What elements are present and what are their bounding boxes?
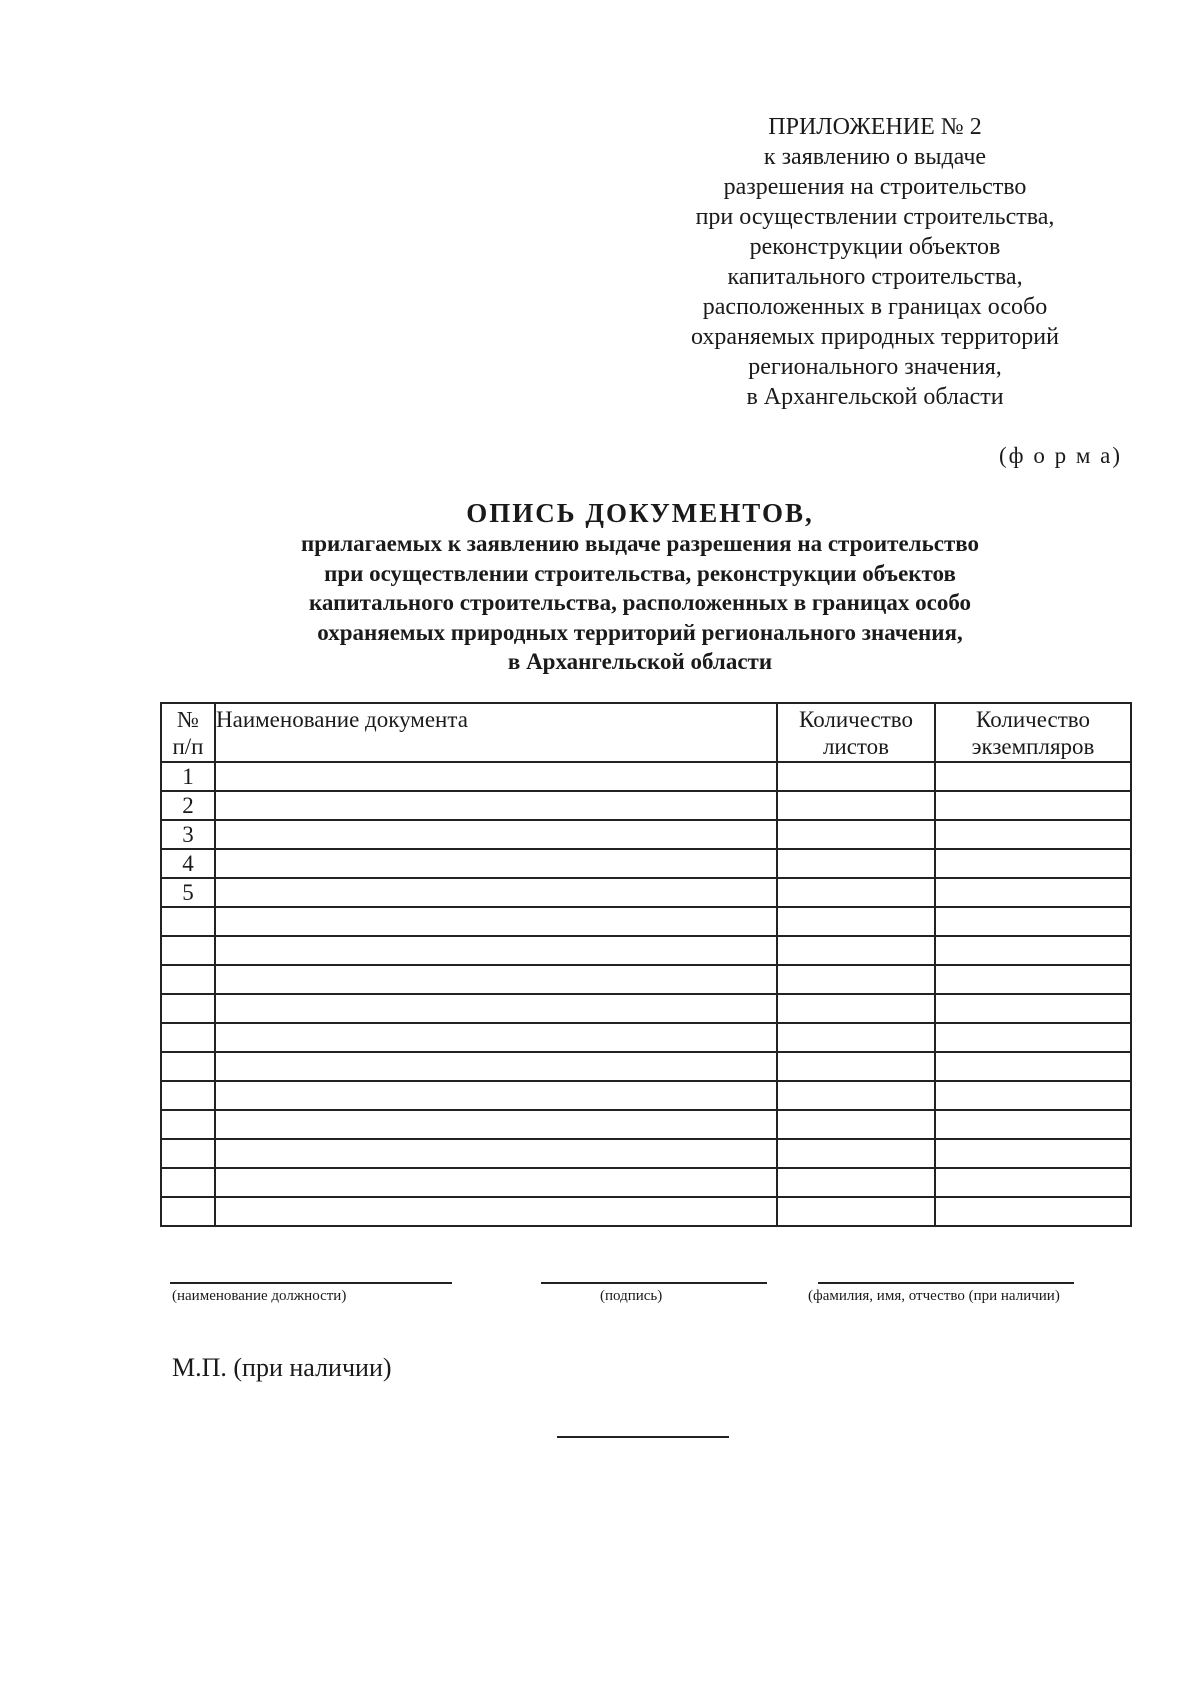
subtitle-line: в Архангельской области [507,649,773,674]
row-number [161,1139,215,1168]
row-copies [935,791,1131,820]
row-number [161,1081,215,1110]
title-main: ОПИСЬ ДОКУМЕНТОВ, [466,498,814,528]
appendix-header [625,112,1125,412]
row-number: 1 [161,762,215,791]
header-number [161,703,215,762]
documents-table [160,702,1132,1227]
row-copies [935,936,1131,965]
header-copies-line2: экземпляров [971,734,1095,759]
row-document-name [215,965,777,994]
subtitle-line: при осуществлении строительства, реконструкции объектов [324,560,956,586]
appendix-line: к заявлению о выдаче [763,144,987,170]
table-row [161,1081,1131,1110]
table-row [161,1168,1131,1197]
row-sheets [777,791,935,820]
row-number [161,965,215,994]
table-body [161,762,1131,1226]
bottom-separator-line [557,1436,729,1438]
header-number-line1: № [177,707,199,732]
row-copies [935,849,1131,878]
appendix-line: расположенных в границах особо [702,294,1048,320]
row-sheets [777,907,935,936]
row-sheets [777,965,935,994]
form-label: (ф о р м а) [999,443,1122,468]
row-document-name [215,994,777,1023]
row-number [161,1052,215,1081]
document-title [160,497,1120,677]
row-document-name [215,1081,777,1110]
row-sheets [777,849,935,878]
table-row [161,936,1131,965]
row-document-name [215,936,777,965]
row-number: 2 [161,791,215,820]
full-name-signature-line [818,1282,1074,1284]
row-copies [935,762,1131,791]
row-copies [935,1197,1131,1226]
row-copies [935,1110,1131,1139]
table-row [161,994,1131,1023]
header-copies-line1: Количество [976,707,1090,732]
header-copies-count [935,703,1131,762]
appendix-line: разрешения на строительство [723,174,1027,200]
row-document-name [215,1110,777,1139]
subtitle-line: охраняемых природных территорий регионального значения, [317,619,963,645]
row-copies [935,878,1131,907]
row-document-name [215,849,777,878]
signature-line [541,1282,767,1284]
row-sheets [777,878,935,907]
row-document-name [215,878,777,907]
row-copies [935,994,1131,1023]
row-sheets [777,762,935,791]
full-name-label: (фамилия, имя, отчество (при наличии) [808,1288,1060,1304]
position-signature-line [170,1282,452,1284]
table-row [161,965,1131,994]
table-row [161,1023,1131,1052]
row-copies [935,820,1131,849]
row-copies [935,1081,1131,1110]
appendix-line: ПРИЛОЖЕНИЕ № 2 [768,114,982,140]
row-number [161,994,215,1023]
stamp-label: М.П. (при наличии) [172,1353,392,1382]
table-row [161,762,1131,791]
row-sheets [777,1168,935,1197]
row-number: 3 [161,820,215,849]
row-copies [935,1052,1131,1081]
table-row [161,1110,1131,1139]
row-copies [935,1139,1131,1168]
position-label: (наименование должности) [172,1288,347,1304]
table-row [161,1197,1131,1226]
header-document-name: Наименование документа [215,703,777,762]
row-document-name [215,1197,777,1226]
header-sheets-line1: Количество [799,707,913,732]
row-document-name [215,1139,777,1168]
row-number [161,1023,215,1052]
title-subtitle [160,529,1120,677]
header-sheets-count [777,703,935,762]
row-sheets [777,936,935,965]
row-sheets [777,1197,935,1226]
row-number [161,1168,215,1197]
row-document-name [215,791,777,820]
row-number [161,907,215,936]
table-row [161,820,1131,849]
row-number [161,1110,215,1139]
appendix-line: охраняемых природных территорий [691,324,1059,350]
row-number: 4 [161,849,215,878]
subtitle-line: прилагаемых к заявлению выдаче разрешения на строительство [300,531,980,556]
row-number [161,1197,215,1226]
header-sheets-line2: листов [822,734,890,759]
signature-label: (подпись) [600,1288,663,1304]
appendix-line: регионального значения, [748,354,1002,380]
row-sheets [777,1023,935,1052]
row-sheets [777,994,935,1023]
table-row [161,791,1131,820]
row-document-name [215,1168,777,1197]
row-copies [935,1168,1131,1197]
row-number [161,936,215,965]
appendix-line: в Архангельской области [746,384,1004,410]
appendix-line: капитального строительства, [727,264,1023,290]
table-row [161,1052,1131,1081]
row-sheets [777,820,935,849]
appendix-line: при осуществлении строительства, [695,204,1055,230]
subtitle-line: капитального строительства, расположенных в границах особо [308,590,972,615]
row-document-name [215,820,777,849]
table-row [161,878,1131,907]
row-document-name [215,1023,777,1052]
appendix-line: реконструкции объектов [749,234,1001,260]
table-header [161,703,1131,762]
table-row [161,1139,1131,1168]
row-document-name [215,907,777,936]
row-number: 5 [161,878,215,907]
row-document-name [215,1052,777,1081]
row-copies [935,965,1131,994]
header-number-line2: п/п [172,734,204,759]
row-sheets [777,1081,935,1110]
table-row [161,849,1131,878]
row-document-name [215,762,777,791]
row-sheets [777,1139,935,1168]
row-sheets [777,1052,935,1081]
table-row [161,907,1131,936]
row-copies [935,907,1131,936]
row-sheets [777,1110,935,1139]
table-header-row [161,703,1131,762]
row-copies [935,1023,1131,1052]
